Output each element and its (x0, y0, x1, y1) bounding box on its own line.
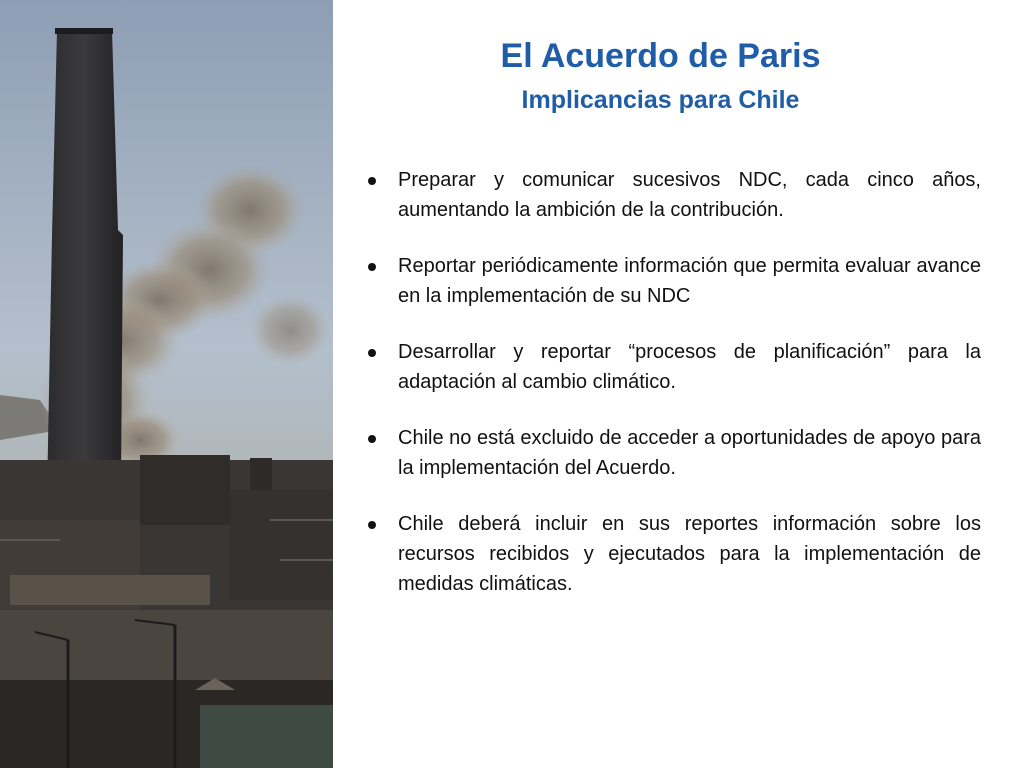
bullet-dot-icon (368, 263, 376, 271)
bullet-text: Reportar periódicamente información que permita evaluar avance en la implementación de su NDC (398, 255, 981, 307)
bullet-text: Preparar y comunicar sucesivos NDC, cada cinco años, aumentando la ambición de la contribución. (398, 169, 981, 221)
bullet-text: Chile deberá incluir en sus reportes información sobre los recursos recibidos y ejecutados para la implementación de medidas climáticas. (398, 513, 981, 595)
bullet-text: Chile no está excluido de acceder a oportunidades de apoyo para la implementación del Acuerdo. (398, 427, 981, 479)
bullet-item (363, 423, 981, 483)
bullet-dot-icon (368, 349, 376, 357)
bullet-item (363, 509, 981, 599)
bullet-dot-icon (368, 435, 376, 443)
bullet-list (363, 165, 981, 625)
industrial-smokestack-photo (0, 0, 333, 768)
slide-title: El Acuerdo de Paris (500, 37, 821, 75)
bullet-dot-icon (368, 177, 376, 185)
bullet-item (363, 165, 981, 225)
content-panel (333, 0, 1024, 768)
bullet-dot-icon (368, 521, 376, 529)
bullet-item (363, 251, 981, 311)
bullet-item (363, 337, 981, 397)
bullet-text: Desarrollar y reportar “procesos de planificación” para la adaptación al cambio climático. (398, 341, 981, 393)
slide-subtitle: Implicancias para Chile (521, 86, 800, 114)
